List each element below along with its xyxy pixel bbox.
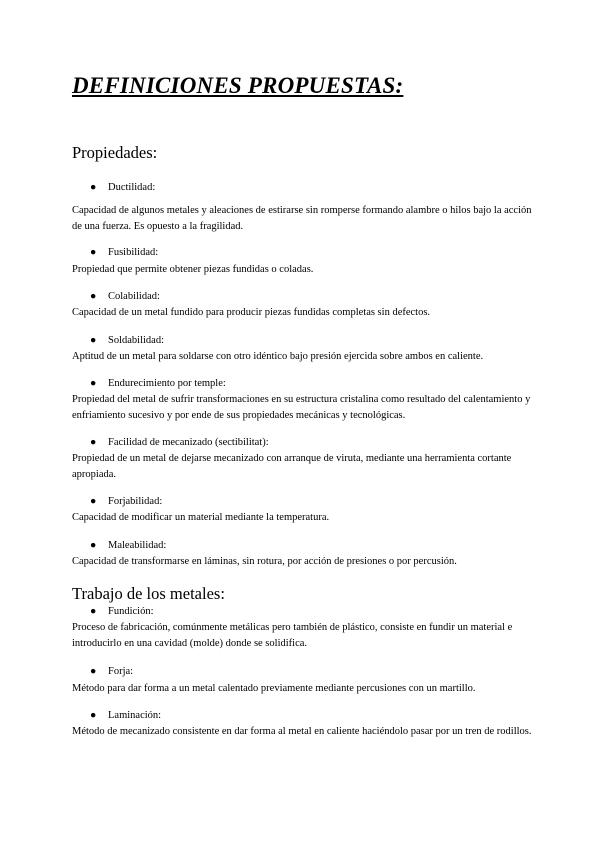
list-item-term	[90, 540, 166, 551]
section-heading-trabajo: Trabajo de los metales:	[72, 584, 225, 603]
bullet-icon: ●	[90, 540, 97, 551]
bullet-icon: ●	[90, 606, 97, 617]
term-label: Ductilidad:	[108, 182, 156, 193]
term-definition: Propiedad que permite obtener piezas fundidas o coladas.	[72, 264, 314, 275]
term-label: Endurecimiento por temple:	[108, 378, 226, 389]
term-label: Forja:	[108, 666, 134, 677]
term-definition: Capacidad de transformarse en láminas, sin rotura, por acción de presiones o por percusión.	[72, 556, 457, 567]
term-definition: Capacidad de algunos metales y aleaciones de estirarse sin romperse formando alambre o hilos bajo la acción de una fuerza. Es opuesto a la fragilidad.	[72, 205, 532, 232]
list-item-term	[90, 437, 269, 448]
bullet-icon: ●	[90, 291, 97, 302]
list-item-term	[90, 710, 161, 721]
list-item-term	[90, 496, 162, 507]
term-definition: Método de mecanizado consistente en dar forma al metal en caliente haciéndolo pasar por un tren de rodillos.	[72, 726, 532, 737]
term-definition: Capacidad de un metal fundido para producir piezas fundidas completas sin defectos.	[72, 307, 431, 318]
term-definition: Capacidad de modificar un material mediante la temperatura.	[72, 512, 330, 523]
list-item-term	[90, 666, 133, 677]
bullet-icon: ●	[90, 666, 97, 677]
bullet-icon: ●	[90, 710, 97, 721]
term-label: Forjabilidad:	[108, 496, 163, 507]
term-label: Soldabilidad:	[108, 335, 164, 346]
list-item-term	[90, 606, 154, 617]
section-heading-propiedades: Propiedades:	[72, 143, 158, 162]
term-label: Colabilidad:	[108, 291, 160, 302]
term-label: Laminación:	[108, 710, 162, 721]
list-item-term	[90, 378, 226, 389]
bullet-icon: ●	[90, 378, 97, 389]
term-definition: Método para dar forma a un metal calentado previamente mediante percusiones con un martillo.	[72, 683, 476, 694]
bullet-icon: ●	[90, 496, 97, 507]
bullet-icon: ●	[90, 247, 97, 258]
term-definition: Propiedad de un metal de dejarse mecanizado con arranque de viruta, mediante una herramienta cortante apropiada.	[72, 453, 512, 480]
bullet-icon: ●	[90, 437, 97, 448]
term-label: Facilidad de mecanizado (sectibilitat):	[108, 437, 269, 448]
list-item-term	[90, 291, 160, 302]
list-item-term	[90, 182, 155, 193]
term-definition: Proceso de fabricación, comúnmente metálicas pero también de plástico, consiste en fundir un material e introducirlo en una cavidad (molde) donde se solidifica.	[72, 622, 513, 649]
term-definition: Aptitud de un metal para soldarse con otro idéntico bajo presión ejercida sobre ambos en caliente.	[72, 351, 484, 362]
list-item-term	[90, 247, 158, 258]
term-label: Maleabilidad:	[108, 540, 167, 551]
term-label: Fusibilidad:	[108, 247, 159, 258]
term-definition: Propiedad del metal de sufrir transformaciones en su estructura cristalina como resultado del calentamiento y enfriamiento sucesivo y por ende de sus propiedades mecánicas y tecnológicas.	[72, 394, 531, 421]
page-title: DEFINICIONES PROPUESTAS:	[72, 73, 404, 98]
bullet-icon: ●	[90, 335, 97, 346]
bullet-icon: ●	[90, 182, 97, 193]
term-label: Fundición:	[108, 606, 154, 617]
list-item-term	[90, 335, 164, 346]
